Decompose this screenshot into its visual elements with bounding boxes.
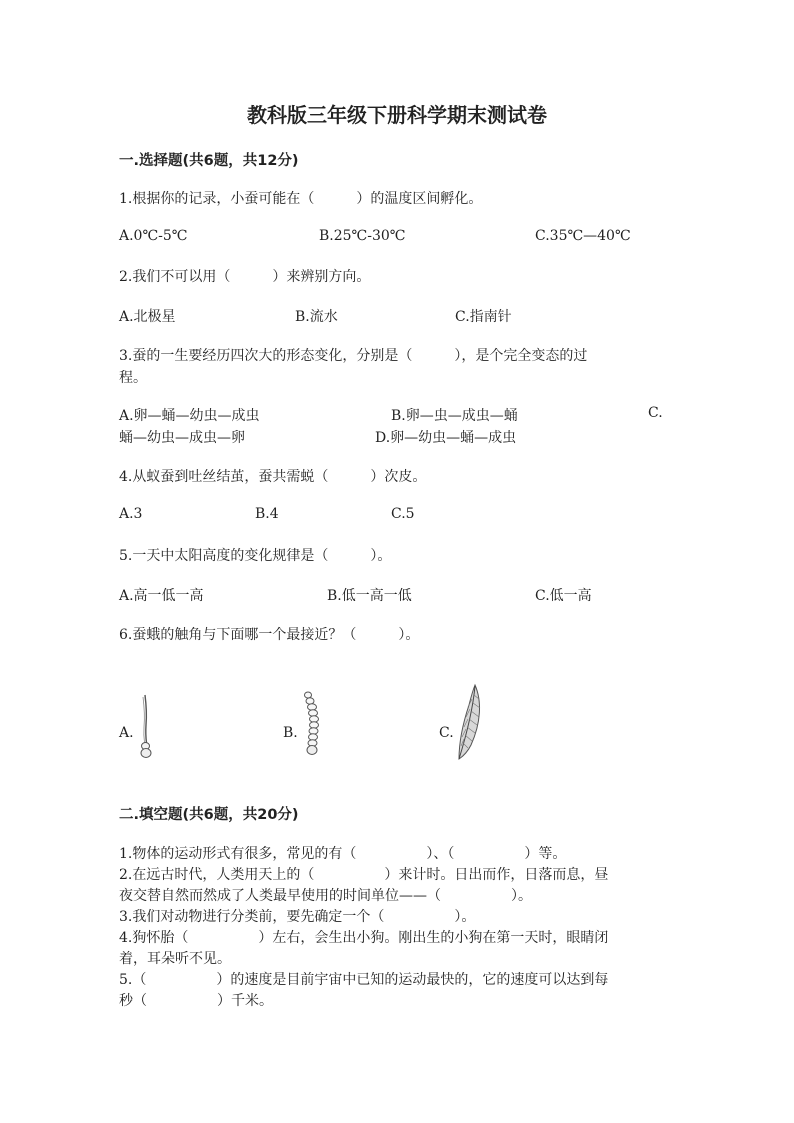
q6-option-b: B.: [283, 725, 298, 741]
question-6-stem: 6.蚕蛾的触角与下面哪一个最接近？（ ）。: [119, 627, 420, 643]
fill-line-4: 3.我们对动物进行分类前，要先确定一个（ ）。: [119, 909, 476, 925]
section2-heading: 二.填空题(共6题，共20分): [119, 807, 299, 823]
fill-line-6: 着，耳朵听不见。: [119, 951, 231, 967]
q1-option-c: C.35℃—40℃: [535, 228, 631, 244]
question-3-stem-line1: 3.蚕的一生要经历四次大的形态变化，分别是（ ），是个完全变态的过: [119, 348, 588, 364]
fill-line-1: 1.物体的运动形式有很多，常见的有（ ）、（ ）等。: [119, 846, 567, 862]
question-5-stem: 5.一天中太阳高度的变化规律是（ ）。: [119, 548, 392, 564]
beaded-antenna-image: [300, 690, 326, 760]
q4-option-b: B.4: [255, 506, 279, 522]
fill-line-2: 2.在远古时代，人类用天上的（ ）来计时。日出而作，日落而息，昼: [119, 867, 609, 883]
q6-option-c: C.: [439, 725, 454, 741]
fill-line-8: 秒（ ）千米。: [119, 993, 273, 1009]
q5-option-b: B.低一高一低: [327, 588, 412, 604]
q2-option-a: A.北极星: [119, 309, 176, 325]
q5-option-a: A.高一低一高: [119, 588, 204, 604]
fill-line-3: 夜交替自然而然成了人类最早使用的时间单位——（ ）。: [119, 888, 532, 904]
q1-option-b: B.25℃-30℃: [319, 228, 406, 244]
page-title: 教科版三年级下册科学期末测试卷: [247, 103, 547, 127]
q2-option-b: B.流水: [295, 309, 338, 325]
q1-option-a: A.0℃-5℃: [119, 228, 188, 244]
question-4-stem: 4.从蚁蚕到吐丝结茧，蚕共需蜕（ ）次皮。: [119, 469, 427, 485]
question-1-stem: 1.根据你的记录，小蚕可能在（ ）的温度区间孵化。: [119, 191, 483, 207]
q4-option-c: C.5: [391, 506, 415, 522]
q3-option-c-label: C.: [648, 405, 663, 421]
q4-option-a: A.3: [119, 506, 143, 522]
q3-option-c-text: 蛹—幼虫—成虫—卵: [119, 430, 245, 446]
section1-heading: 一.选择题(共6题，共12分): [119, 153, 299, 169]
q3-option-b: B.卵—虫—成虫—蛹: [391, 408, 518, 424]
question-3-stem-line2: 程。: [119, 370, 147, 386]
feather-like-antenna-image: [455, 683, 485, 761]
q2-option-c: C.指南针: [455, 309, 512, 325]
q3-option-d: D.卵—幼虫—蛹—成虫: [375, 430, 517, 446]
fill-line-5: 4.狗怀胎（ ）左右，会生出小狗。刚出生的小狗在第一天时，眼睛闭: [119, 930, 609, 946]
q6-option-a: A.: [119, 725, 134, 741]
q3-option-a: A.卵—蛹—幼虫—成虫: [119, 408, 260, 424]
question-2-stem: 2.我们不可以用（ ）来辨别方向。: [119, 269, 371, 285]
thread-like-antenna-image: [134, 693, 158, 759]
q5-option-c: C.低一高: [535, 588, 592, 604]
fill-line-7: 5.（ ）的速度是目前宇宙中已知的运动最快的，它的速度可以达到每: [119, 972, 609, 988]
